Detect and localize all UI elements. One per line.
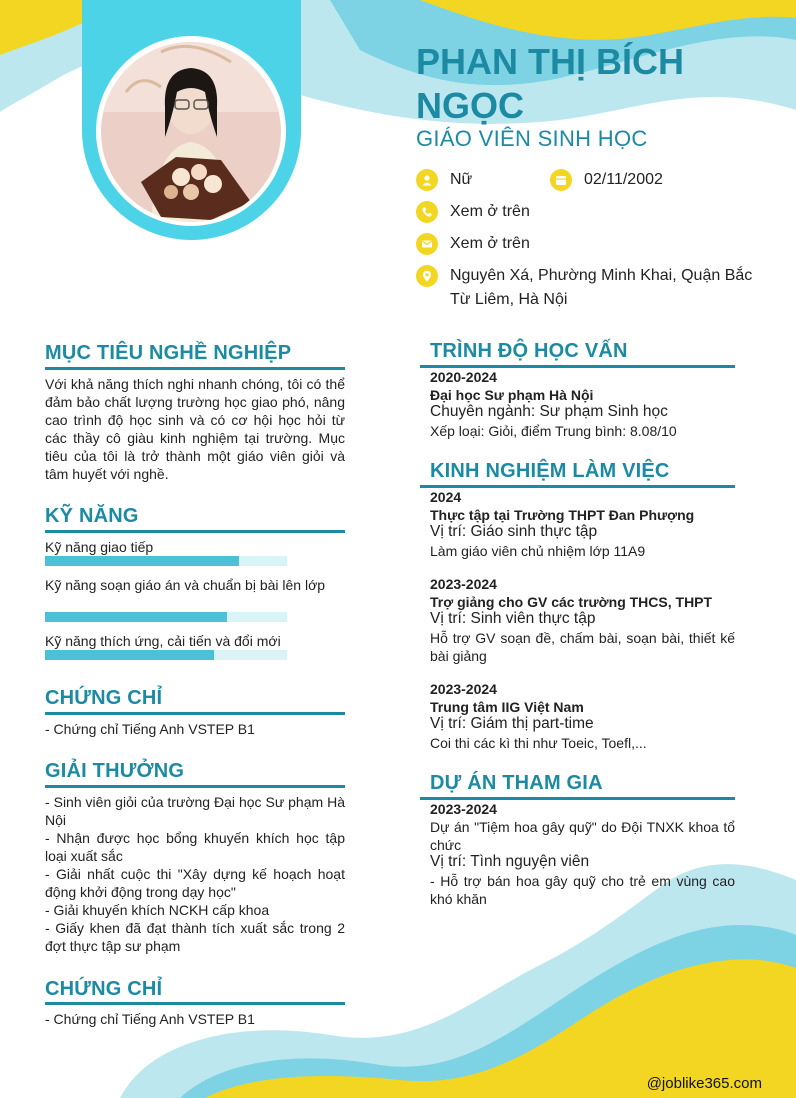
address-row (416, 265, 438, 287)
calendar-icon (550, 169, 572, 191)
skill-bar-track (45, 612, 287, 622)
experience-period: 2023-2024 (430, 576, 497, 592)
skill-label: Kỹ năng giao tiếp (45, 539, 154, 555)
phone-text: Xem ở trên (450, 203, 530, 220)
award-item: - Giải nhất cuộc thi "Xây dựng kế hoạch hoạt động khởi động trong dạy học" (45, 866, 345, 900)
education-grade: Xếp loại: Giỏi, điểm Trung bình: 8.08/10 (430, 423, 677, 439)
phone-row (416, 201, 438, 223)
job-title: GIÁO VIÊN SINH HỌC (416, 126, 648, 151)
skill-label: Kỹ năng soạn giáo án và chuẩn bị bài lên lớp (45, 577, 326, 593)
education-major: Chuyên ngành: Sư phạm Sinh học (430, 403, 668, 420)
skill-label: Kỹ năng thích ứng, cải tiến và đổi mới (45, 633, 281, 649)
experience-period: 2023-2024 (430, 681, 497, 697)
experience-role: Vị trí: Giáo sinh thực tập (430, 523, 598, 540)
experience-role: Vị trí: Giám thị part-time (430, 715, 594, 732)
skill-bar-fill (45, 650, 214, 660)
certificates2-rule (45, 1002, 345, 1005)
award-item: - Giấy khen đã đạt thành tích xuất sắc trong 2 đợt thực tập sư phạm (45, 920, 345, 954)
objective-rule (45, 367, 345, 370)
skill-bar-fill (45, 612, 227, 622)
objective-heading: MỤC TIÊU NGHỀ NGHIỆP (45, 342, 292, 364)
location-icon (416, 265, 438, 287)
projects-heading: DỰ ÁN THAM GIA (430, 772, 603, 794)
experience-org: Trợ giảng cho GV các trường THCS, THPT (430, 594, 713, 610)
phone-icon (416, 201, 438, 223)
birthday-text: 02/11/2002 (584, 171, 663, 188)
user-icon (416, 169, 438, 191)
gender-text: Nữ (450, 171, 473, 188)
awards-heading: GIẢI THƯỞNG (45, 760, 185, 782)
certificates2-heading: CHỨNG CHỈ (45, 978, 163, 1000)
award-item: - Sinh viên giỏi của trường Đại học Sư phạm Hà Nội (45, 794, 345, 828)
skill-bar-track (45, 650, 287, 660)
experience-org: Thực tập tại Trường THPT Đan Phượng (430, 507, 695, 523)
certificate-item: - Chứng chỉ Tiếng Anh VSTEP B1 (45, 1011, 255, 1027)
profile-photo (101, 42, 281, 222)
email-row (416, 233, 438, 255)
experience-desc: Hỗ trợ GV soạn đề, chấm bài, soạn bài, thiết kế bài giảng (430, 630, 735, 664)
objective-text: Với khả năng thích nghi nhanh chóng, tôi có thể đảm bảo chất lượng trường học giao phó, nâng cao trình độ học sinh và có cơ hội học hỏi từ các thầy cô giàu kinh nghiệm tại trường. Mục tiêu của tôi là trở thành một giáo viên giỏi và tâm huyết với nghề. (45, 376, 345, 482)
education-heading: TRÌNH ĐỘ HỌC VẤN (430, 340, 628, 362)
experience-rule (420, 485, 735, 488)
address-text: Nguyên Xá, Phường Minh Khai, Quận Bắc Từ Liêm, Hà Nội (450, 267, 753, 308)
award-item: - Nhận được học bổng khuyến khích học tập loại xuất sắc (45, 830, 345, 864)
footer-website[interactable]: @joblike365.com (646, 1075, 762, 1092)
award-item: - Giải khuyến khích NCKH cấp khoa (45, 902, 270, 918)
project-name: Dự án "Tiệm hoa gây quỹ" do Đội TNXK khoa tổ chức (430, 819, 735, 853)
project-period: 2023-2024 (430, 801, 497, 817)
awards-rule (45, 785, 345, 788)
experience-period: 2024 (430, 489, 462, 505)
candidate-name: PHAN THỊ BÍCH NGỌC (416, 41, 684, 126)
skills-rule (45, 530, 345, 533)
awards-list (45, 793, 345, 955)
experience-heading: KINH NGHIỆM LÀM VIỆC (430, 460, 670, 482)
education-period: 2020-2024 (430, 369, 497, 385)
certificate-item: - Chứng chỉ Tiếng Anh VSTEP B1 (45, 721, 255, 737)
experience-org: Trung tâm IIG Việt Nam (430, 699, 584, 715)
certificates-rule (45, 712, 345, 715)
project-desc: - Hỗ trợ bán hoa gây quỹ cho trẻ em vùng cao khó khăn (430, 873, 735, 907)
project-role: Vị trí: Tình nguyện viên (430, 853, 590, 870)
email-text: Xem ở trên (450, 235, 530, 252)
skill-bar-fill (45, 556, 239, 566)
education-school: Đại học Sư phạm Hà Nội (430, 387, 594, 403)
mail-icon (416, 233, 438, 255)
experience-desc: Làm giáo viên chủ nhiệm lớp 11A9 (430, 543, 646, 559)
certificates-heading: CHỨNG CHỈ (45, 687, 163, 709)
experience-desc: Coi thi các kì thi như Toeic, Toefl,... (430, 735, 647, 751)
experience-role: Vị trí: Sinh viên thực tập (430, 610, 596, 627)
gender-row (416, 169, 438, 191)
skills-heading: KỸ NĂNG (45, 505, 139, 527)
skill-bar-track (45, 556, 287, 566)
birthday-row (550, 169, 572, 191)
